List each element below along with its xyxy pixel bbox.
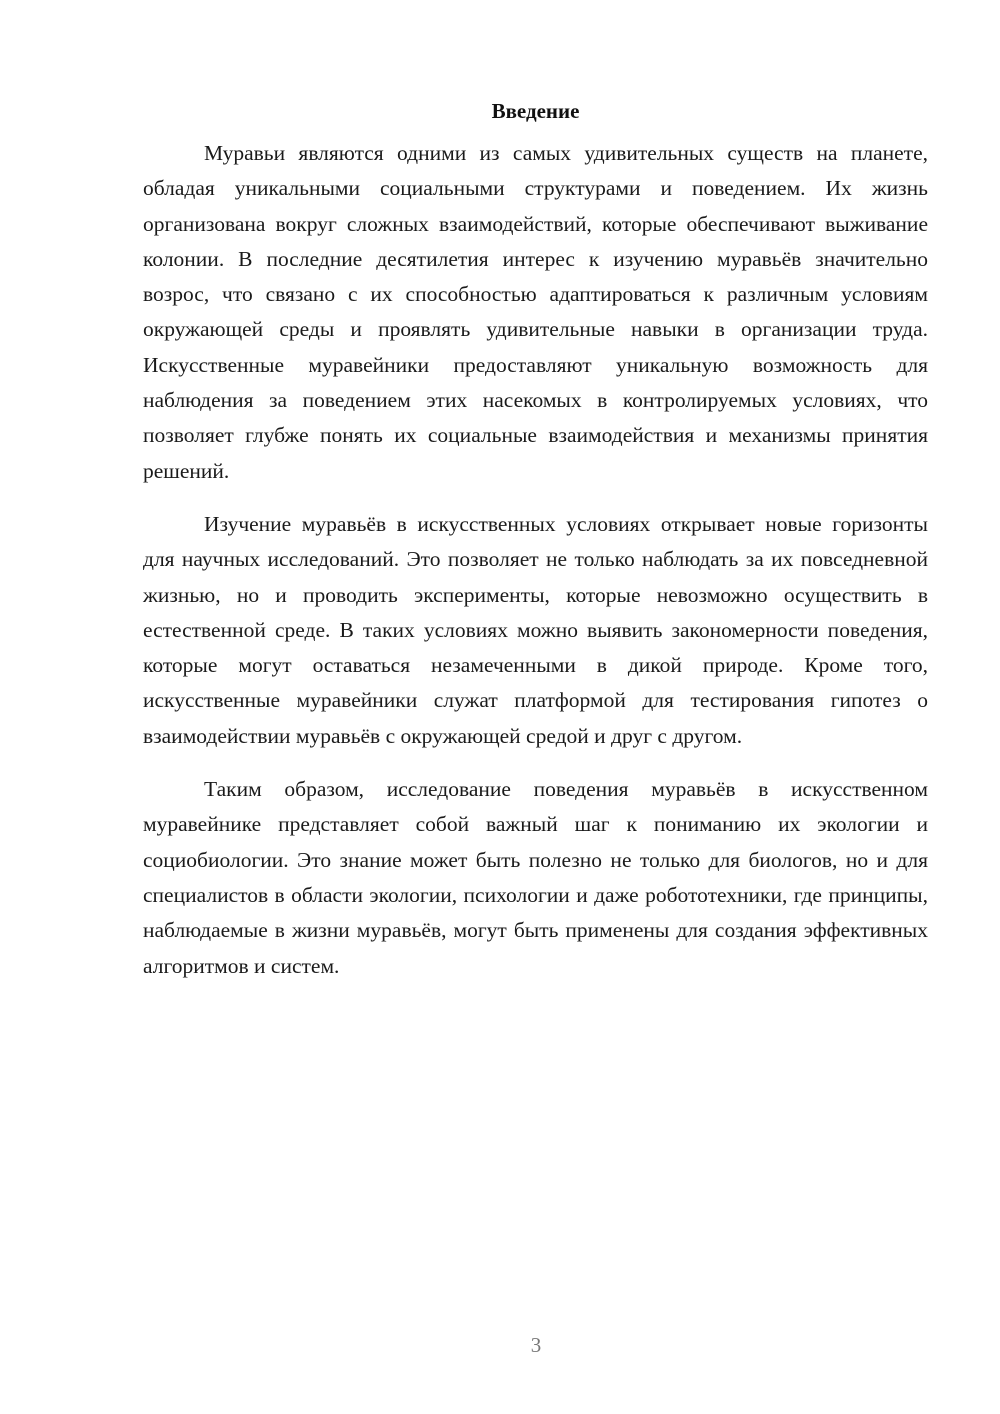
paragraph-2: Изучение муравьёв в искусственных условиях открывает новые горизонты для научных исследований. Это позволяет не только наблюдать за их повседневной жизнью, но и проводить эксперименты, которые невозможно осуществить в естественной среде. В таких условиях можно выявить закономерности поведения, которые могут оставаться незамеченными в дикой природе. Кроме того, искусственные муравейники служат платформой для тестирования гипотез о взаимодействии муравьёв с окружающей средой и друг с другом. [143, 511, 928, 748]
page-number: 3 [530, 1333, 542, 1357]
paragraph-1: Муравьи являются одними из самых удивительных существ на планете, обладая уникальными социальными структурами и поведением. Их жизнь организована вокруг сложных взаимодействий, которые обеспечивают выживание колонии. В последние десятилетия интерес к изучению муравьёв значительно возрос, что связано с их способностью адаптироваться к различным условиям окружающей среды и проявлять удивительные навыки в организации труда. Искусственные муравейники предоставляют уникальную возможность для наблюдения за поведением этих насекомых в контролируемых условиях, что позволяет глубже понять их социальные взаимодействия и механизмы принятия решений. [143, 141, 928, 483]
section-title: Введение [491, 99, 580, 123]
page-content [143, 96, 928, 1002]
paragraph-3: Таким образом, исследование поведения муравьёв в искусственном муравейнике представляет собой важный шаг к пониманию их экологии и социобиологии. Это знание может быть полезно не только для биологов, но и для специалистов в области экологии, психологии и даже робототехники, где принципы, наблюдаемые в жизни муравьёв, могут быть применены для создания эффективных алгоритмов и систем. [143, 777, 928, 978]
